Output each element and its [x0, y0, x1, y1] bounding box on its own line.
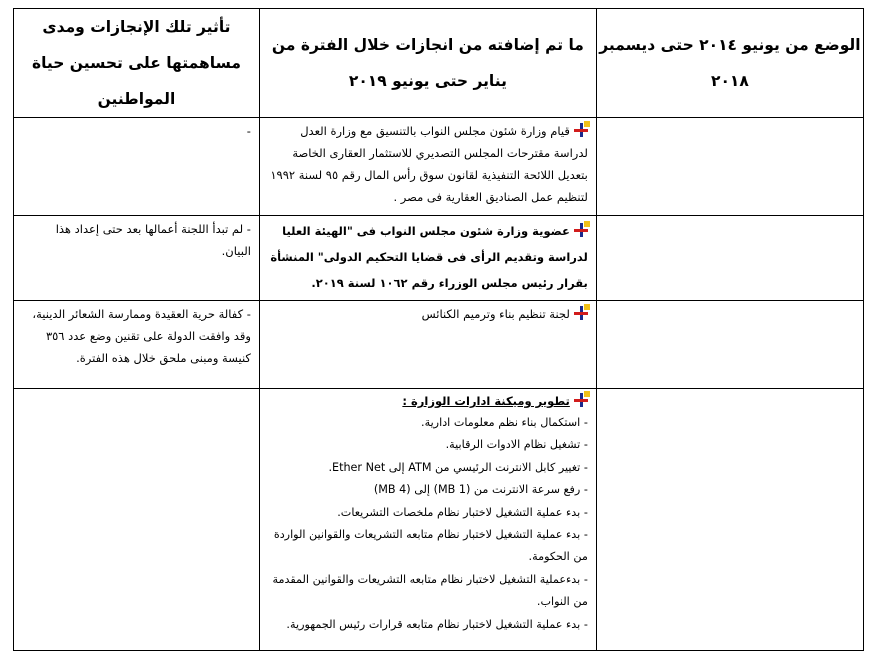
impact-text: - كفالة حرية العقيدة وممارسة الشعائر الدينية، وقد وافقت الدولة على تقنين وضع عدد ٣٥٦ كنيسة ومبنى ملحق خلال هذه الفترة.	[32, 307, 251, 365]
list-item: - استكمال بناء نظم معلومات ادارية.	[270, 412, 588, 434]
cell-status	[596, 301, 863, 389]
list-item: - بدء عملية التشغيل لاختبار نظام ملخصات التشريعات.	[270, 502, 588, 524]
colored-cross-bullet-icon	[574, 393, 588, 407]
cell-addition	[259, 301, 596, 389]
list-item: - تشغيل نظام الادوات الرقابية.	[270, 434, 588, 456]
cell-addition	[259, 389, 596, 651]
cell-impact	[14, 301, 260, 389]
list-item: - بدء عملية التشغيل لاختبار نظام متابعه التشريعات والقوانين الواردة من الحكومة.	[270, 524, 588, 569]
addition-text: قيام وزارة شئون مجلس النواب بالتنسيق مع وزارة العدل لدراسة مقترحات المجلس التصديري للاستثمار العقارى الخاصة بتعديل اللائحة التنفيذية لقانون سوق رأس المال رقم ٩٥ لسنة ١٩٩٢ لتنظيم عمل الصناديق العقارية فى مصر .	[270, 124, 588, 204]
header-status-2014-2018: الوضع من يونيو ٢٠١٤ حتى ديسمبر ٢٠١٨	[596, 9, 863, 118]
cell-impact	[14, 389, 260, 651]
table-row	[14, 216, 864, 301]
cell-impact: -	[14, 118, 260, 216]
header-additions-2019: ما تم إضافته من انجازات خلال الفترة من يناير حتى يونيو ٢٠١٩	[259, 9, 596, 118]
colored-cross-bullet-icon	[574, 123, 588, 137]
table-row	[14, 389, 864, 651]
cell-impact	[14, 216, 260, 301]
list-item: - بدءعملية التشغيل لاختبار نظام متابعه التشريعات والقوانين المقدمة من النواب.	[270, 569, 588, 614]
table-row	[14, 118, 864, 216]
section-heading: تطوير وميكنة ادارات الوزارة :	[402, 394, 570, 408]
cell-status	[596, 216, 863, 301]
list-item: - رفع سرعة الانترنت من (1 MB) إلى (4 MB)	[270, 479, 588, 501]
list-item: - تغيير كابل الانترنت الرئيسي من ATM إلى Ether Net.	[270, 457, 588, 479]
cell-status	[596, 389, 863, 651]
colored-cross-bullet-icon	[574, 306, 588, 320]
development-list	[270, 412, 588, 636]
cell-addition	[259, 118, 596, 216]
impact-text: - لم تبدأ اللجنة أعمالها بعد حتى إعداد هذا البيان.	[56, 222, 251, 258]
achievements-table	[13, 8, 864, 651]
addition-text: عضوية وزارة شئون مجلس النواب فى "الهيئة العليا لدراسة وتقديم الرأى فى قضايا التحكيم الدولى" المنشأة بقرار رئيس مجلس الوزراء رقم ١٠٦٢ لسنة ٢٠١٩.	[270, 224, 588, 290]
cell-addition	[259, 216, 596, 301]
colored-cross-bullet-icon	[574, 223, 588, 237]
table-row	[14, 301, 864, 389]
list-item: - بدء عملية التشغيل لاختبار نظام متابعه قرارات رئيس الجمهورية.	[270, 614, 588, 636]
header-row	[14, 9, 864, 118]
header-impact: تأثير تلك الإنجازات ومدى مساهمتها على تحسين حياة المواطنين	[14, 9, 260, 118]
cell-status	[596, 118, 863, 216]
addition-text: لجنة تنظيم بناء وترميم الكنائس	[421, 307, 570, 321]
